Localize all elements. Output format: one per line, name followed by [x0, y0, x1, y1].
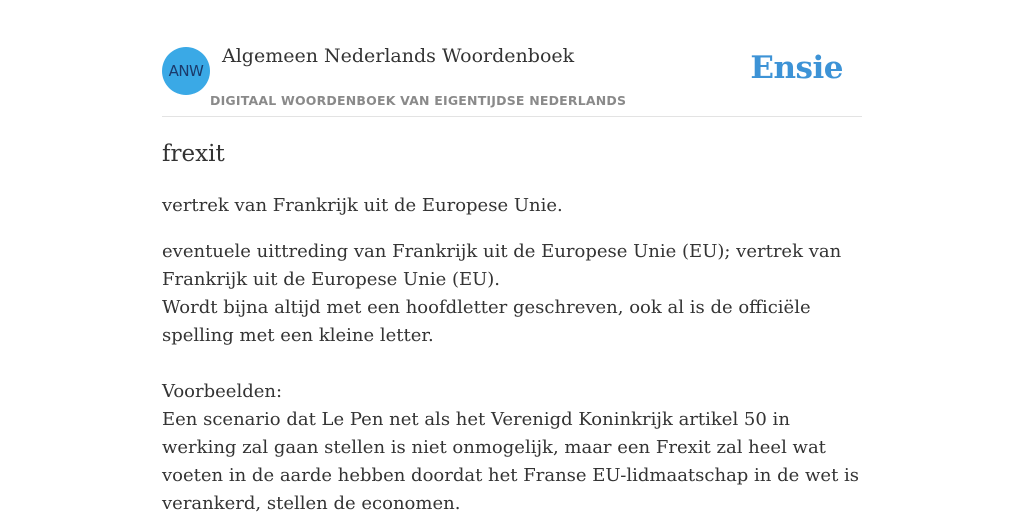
entry-content	[162, 138, 862, 512]
description-text: eventuele uittreding van Frankrijk uit de Europese Unie (EU); vertrek van Frankrijk uit de Europese Unie (EU).	[162, 241, 842, 290]
spacer	[162, 350, 862, 378]
site-subtitle: DIGITAAL WOORDENBOEK VAN EIGENTIJDSE NEDERLANDS	[210, 93, 627, 108]
site-title[interactable]: Algemeen Nederlands Woordenboek	[222, 45, 575, 67]
description	[162, 238, 862, 512]
example-text: Een scenario dat Le Pen net als het Verenigd Koninkrijk artikel 50 in werking zal gaan stellen is niet onmogelijk, maar een Frexit zal heel wat voeten in de aarde hebben doordat het Franse EU-lidmaatschap in de wet is verankerd, stellen de economen.	[162, 409, 860, 512]
examples-label: Voorbeelden:	[162, 381, 283, 402]
ensie-brand-link[interactable]: Ensie	[750, 50, 843, 86]
definition: vertrek van Frankrijk uit de Europese Unie.	[162, 195, 563, 216]
site-header	[162, 0, 862, 117]
anw-logo[interactable]: ANW	[162, 47, 210, 95]
spelling-note: Wordt bijna altijd met een hoofdletter geschreven, ook al is de officiële spelling met een kleine letter.	[162, 297, 811, 346]
headword: frexit	[162, 141, 225, 167]
